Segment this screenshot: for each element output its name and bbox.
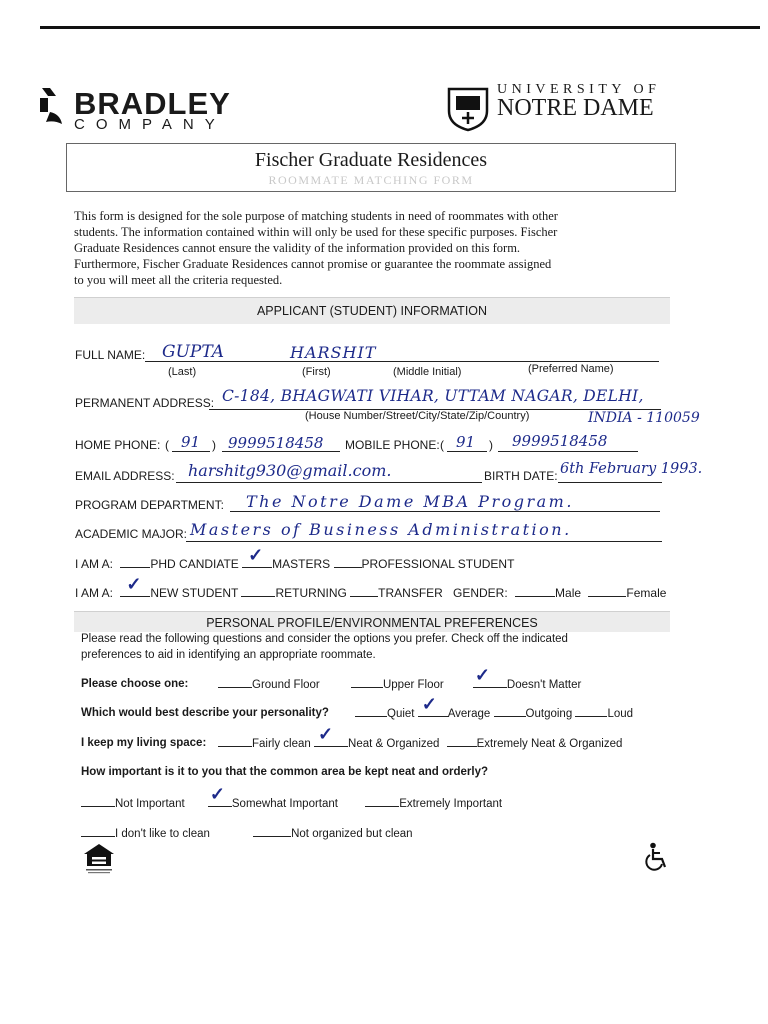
common-area-question: How important is it to you that the common area be kept neat and orderly? (81, 766, 489, 778)
last-name-value: GUPTA (162, 342, 225, 362)
male-option: Male (555, 586, 582, 600)
new-student-blank[interactable] (120, 574, 150, 597)
extremely-neat-blank[interactable] (447, 736, 477, 747)
major-value: Masters of Business Administration. (190, 520, 572, 539)
common-area-options-row1 (81, 784, 503, 810)
form-subtitle: ROOMMATE MATCHING FORM (268, 173, 474, 187)
home-phone-code-line[interactable] (172, 451, 210, 452)
bradley-sub: COMPANY (74, 116, 226, 133)
intro-line: students. The information contained within will only be used for these specific purposes. Fischer (74, 225, 558, 239)
personality-question: Which would best describe your personality? (81, 707, 329, 719)
intro-line: Furthermore, Fischer Graduate Residences cannot promise or guarantee the roommate assigned (74, 257, 552, 271)
gender-label: GENDER: (453, 586, 508, 600)
doesnt-matter-blank[interactable] (473, 665, 507, 688)
university-of-label: UNIVERSITY OF (497, 82, 661, 97)
returning-option: RETURNING (275, 586, 347, 600)
new-student-option: NEW STUDENT (150, 586, 239, 600)
masters-check-icon: ✓ (248, 545, 264, 565)
intro-line: to you will meet all the criteria requested. (74, 273, 283, 287)
not-organized-option: Not organized but clean (291, 828, 413, 840)
not-important-option: Not Important (115, 798, 185, 810)
home-phone-label: HOME PHONE: (75, 438, 161, 452)
gender-group (453, 586, 666, 600)
average-blank[interactable] (418, 694, 448, 717)
address-value-2: INDIA - 110059 (588, 410, 700, 426)
transfer-option: TRANSFER (378, 586, 443, 600)
returning-blank[interactable] (241, 586, 275, 597)
mobile-phone-close-paren: ) (489, 438, 493, 452)
professional-blank[interactable] (334, 557, 362, 568)
somewhat-important-check-icon: ✓ (209, 784, 225, 804)
intro-paragraph (74, 208, 674, 288)
email-line[interactable] (176, 482, 482, 483)
major-line[interactable] (186, 541, 662, 542)
program-line[interactable] (230, 511, 660, 512)
somewhat-important-option: Somewhat Important (231, 798, 338, 810)
fairly-clean-blank[interactable] (218, 736, 252, 747)
phd-option: PHD CANDIATE (150, 557, 239, 571)
quiet-blank[interactable] (355, 706, 387, 717)
dont-like-clean-option: I don't like to clean (115, 828, 210, 840)
preferred-caption: (Preferred Name) (528, 363, 614, 375)
personality-options (355, 694, 634, 720)
email-value: harshitg930@gmail.com. (188, 461, 392, 480)
somewhat-important-blank[interactable] (208, 784, 232, 807)
home-phone-open-paren: ( (165, 438, 169, 452)
equal-housing-icon (82, 842, 116, 879)
quiet-option: Quiet (387, 708, 415, 720)
dont-like-clean-blank[interactable] (81, 826, 115, 837)
form-title: Fischer Graduate Residences (254, 149, 488, 171)
masters-option: MASTERS (272, 557, 331, 571)
iam2-label-text: I AM A: (75, 586, 114, 600)
notre-dame-label: NOTRE DAME (497, 95, 654, 121)
masters-blank[interactable] (242, 545, 272, 568)
notre-dame-seal (446, 86, 490, 137)
bradley-mark-icon (36, 84, 70, 128)
instructions (81, 631, 568, 663)
common-area-options-row2 (81, 826, 413, 840)
transfer-blank[interactable] (350, 586, 378, 597)
birth-line[interactable] (558, 482, 662, 483)
outgoing-option: Outgoing (525, 708, 573, 720)
mobile-phone-code-line[interactable] (447, 451, 487, 452)
new-student-check-icon: ✓ (126, 574, 142, 594)
program-value: The Notre Dame MBA Program. (246, 492, 574, 511)
major-label: ACADEMIC MAJOR: (75, 527, 188, 541)
instructions-line: Please read the following questions and consider the options you prefer. Check off the indicated (81, 633, 568, 645)
neat-organized-blank[interactable] (314, 724, 348, 747)
home-phone-code: 91 (181, 433, 201, 451)
home-phone-close-paren: ) (212, 438, 216, 452)
section-applicant-info: APPLICANT (STUDENT) INFORMATION (74, 297, 670, 324)
birth-value: 6th February 1993. (560, 461, 703, 477)
address-value: C-184, BHAGWATI VIHAR, UTTAM NAGAR, DELHI, (222, 387, 644, 405)
mobile-phone-label: MOBILE PHONE: (345, 438, 440, 452)
fairly-clean-option: Fairly clean (252, 738, 311, 750)
outgoing-blank[interactable] (494, 706, 526, 717)
ground-floor-blank[interactable] (218, 677, 252, 688)
mobile-phone-line[interactable] (498, 451, 638, 452)
first-name-value: HARSHIT (290, 343, 377, 362)
birth-label: BIRTH DATE: (484, 469, 558, 483)
floor-options (218, 665, 582, 691)
email-label: EMAIL ADDRESS: (75, 469, 175, 483)
extremely-neat-option: Extremely Neat & Organized (476, 738, 623, 750)
iam2-label (75, 574, 443, 600)
extremely-important-option: Extremely Important (399, 798, 503, 810)
iam-label (75, 545, 515, 571)
upper-floor-option: Upper Floor (382, 679, 444, 691)
first-caption: (First) (302, 366, 331, 378)
mobile-phone-open-paren: ( (440, 438, 444, 452)
not-important-blank[interactable] (81, 796, 115, 807)
female-option: Female (626, 586, 667, 600)
last-caption: (Last) (168, 366, 197, 378)
not-organized-blank[interactable] (253, 826, 291, 837)
bradley-logo (36, 84, 70, 133)
loud-blank[interactable] (575, 706, 607, 717)
male-blank[interactable] (515, 586, 555, 597)
shield-icon (446, 86, 490, 132)
full-name-label: FULL NAME: (75, 348, 146, 362)
average-check-icon: ✓ (421, 694, 437, 714)
doesnt-matter-option: Doesn't Matter (506, 679, 582, 691)
top-border-line (40, 26, 760, 29)
middle-caption: (Middle Initial) (393, 366, 462, 378)
instructions-line: preferences to aid in identifying an appropriate roommate. (81, 649, 376, 661)
intro-line: Graduate Residences cannot ensure the validity of the information provided on this form. (74, 241, 521, 255)
program-label: PROGRAM DEPARTMENT: (75, 498, 224, 512)
address-label: PERMANENT ADDRESS: (75, 396, 215, 410)
home-phone-value: 9999518458 (228, 434, 324, 452)
address-caption: (House Number/Street/City/State/Zip/Country) (305, 410, 530, 422)
title-box (66, 143, 676, 192)
mobile-phone-value: 9999518458 (512, 432, 608, 450)
loud-option: Loud (607, 708, 634, 720)
phd-blank[interactable] (120, 557, 150, 568)
neat-organized-check-icon: ✓ (318, 724, 334, 744)
neat-organized-option: Neat & Organized (348, 738, 440, 750)
average-option: Average (447, 708, 491, 720)
ground-floor-option: Ground Floor (252, 679, 320, 691)
intro-line: This form is designed for the sole purpose of matching students in need of roommates with other (74, 209, 558, 223)
upper-floor-blank[interactable] (351, 677, 383, 688)
extremely-important-blank[interactable] (365, 796, 399, 807)
living-space-options (218, 724, 623, 750)
floor-question: Please choose one: (81, 678, 189, 690)
female-blank[interactable] (588, 586, 626, 597)
living-space-question: I keep my living space: (81, 737, 207, 749)
wheelchair-icon (643, 842, 671, 877)
mobile-phone-code: 91 (456, 433, 476, 451)
iam-label-text: I AM A: (75, 557, 114, 571)
professional-option: PROFESSIONAL STUDENT (361, 557, 515, 571)
bradley-name: BRADLEY (74, 86, 231, 121)
doesnt-matter-check-icon: ✓ (474, 665, 490, 685)
section-preferences: PERSONAL PROFILE/ENVIRONMENTAL PREFERENCES (74, 611, 670, 632)
